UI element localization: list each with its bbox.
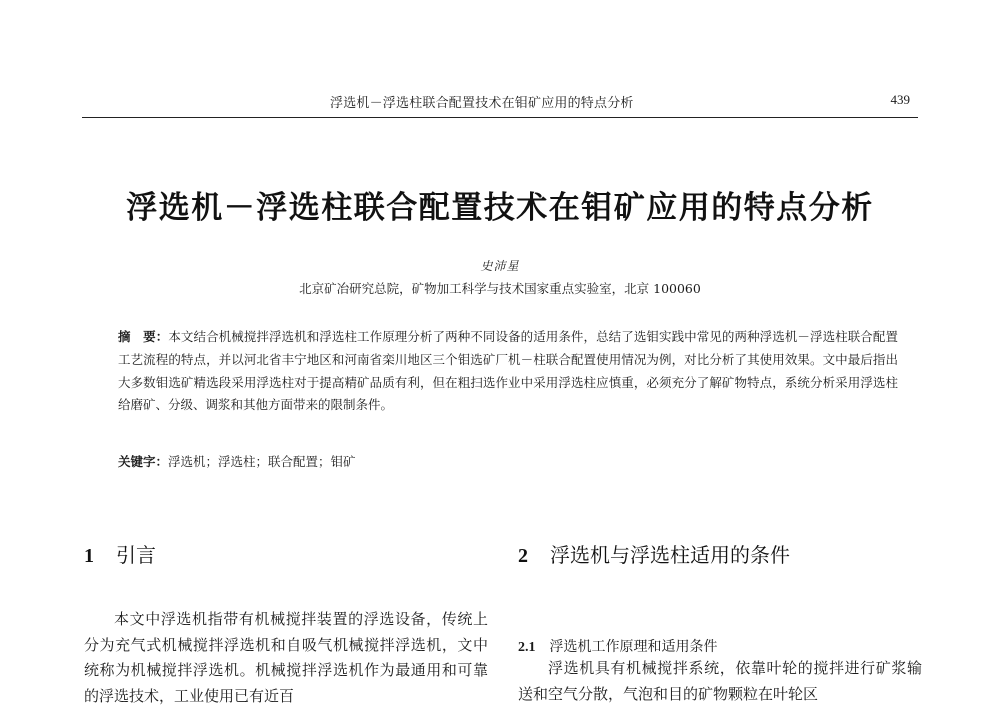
- section-number: 1: [84, 545, 94, 567]
- section-2-1-body: [518, 656, 922, 707]
- section-title: 浮选机与浮选柱适用的条件: [550, 543, 790, 567]
- section-heading-2: [518, 539, 790, 568]
- author: 史沛星: [480, 259, 520, 273]
- running-header: [82, 92, 918, 116]
- page-number: 439: [890, 92, 910, 107]
- keywords: [118, 451, 898, 473]
- subsection-number: 2.1: [518, 640, 536, 655]
- abstract-label: 摘 要：: [118, 329, 169, 344]
- section-number: 2: [518, 545, 528, 567]
- keywords-label: 关键字：: [118, 454, 169, 469]
- paragraph: 本文中浮选机指带有机械搅拌装置的浮选设备，传统上分为充气式机械搅拌浮选机和自吸气机械搅拌浮选机，文中统称为机械搅拌浮选机。机械搅拌浮选机作为最通用和可靠的浮选技术，工业使用已有近百: [84, 610, 488, 705]
- subsection-heading-2-1: [518, 636, 718, 656]
- keywords-text: 浮选机；浮选柱；联合配置；钼矿: [168, 454, 356, 469]
- affiliation: 北京矿冶研究总院，矿物加工科学与技术国家重点实验室，北京 100060: [299, 281, 701, 296]
- abstract: [118, 326, 898, 417]
- section-title: 引言: [116, 543, 156, 567]
- paper-title: 浮选机－浮选柱联合配置技术在钼矿应用的特点分析: [126, 190, 874, 226]
- abstract-text: 本文结合机械搅拌浮选机和浮选柱工作原理分析了两种不同设备的适用条件，总结了选钼实践中常见的两种浮选机－浮选柱联合配置工艺流程的特点，并以河北省丰宁地区和河南省栾川地区三个钼选矿厂机－柱联合配置使用情况为例，对比分析了其使用效果。文中最后指出大多数钼选矿精选段采用浮选柱对于提高精矿品质有利，但在粗扫选作业中采用浮选柱应慎重，必须充分了解矿物特点，系统分析采用浮选柱给磨矿、分级、调浆和其他方面带来的限制条件。: [118, 329, 898, 413]
- section-1-body: [84, 607, 488, 709]
- subsection-title: 浮选机工作原理和适用条件: [549, 639, 718, 655]
- running-title: 浮选机－浮选柱联合配置技术在钼矿应用的特点分析: [330, 96, 634, 111]
- section-heading-1: [84, 539, 156, 568]
- header-rule: [82, 117, 918, 118]
- paragraph: 浮选机具有机械搅拌系统，依靠叶轮的搅拌进行矿浆输送和空气分散，气泡和目的矿物颗粒在叶轮区: [518, 659, 922, 703]
